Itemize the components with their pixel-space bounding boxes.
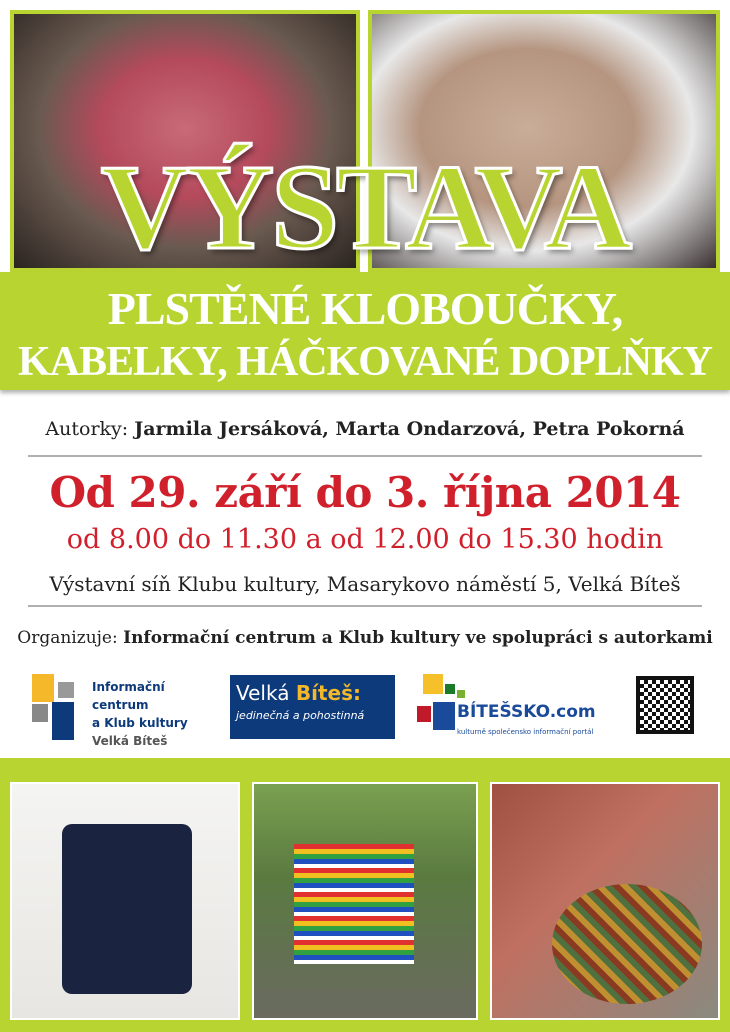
divider xyxy=(28,605,702,607)
qr-code-icon[interactable] xyxy=(636,676,694,734)
ic-line2: a Klub kultury xyxy=(92,716,188,730)
organizer-text: Informační centrum a Klub kultury ve spolupráci s autorkami xyxy=(123,628,713,648)
organizer-label: Organizuje: xyxy=(17,628,118,648)
knitted-hat-scarf-photo xyxy=(490,782,720,1020)
bitessko-name: BÍTEŠSKO.com xyxy=(457,702,596,722)
logo-square-blue xyxy=(433,702,455,730)
ic-line3: Velká Bíteš xyxy=(92,734,168,748)
opening-hours: od 8.00 do 11.30 a od 12.00 do 15.30 hodin xyxy=(66,524,664,555)
authors-names: Jarmila Jersáková, Marta Ondarzová, Petra Pokorná xyxy=(134,418,685,440)
bitessko-logo xyxy=(415,672,615,742)
ic-logo xyxy=(32,672,212,748)
handbag-photo xyxy=(10,782,240,1020)
crochet-pillows-photo xyxy=(252,782,478,1020)
bitessko-tagline: kulturně společensko informační portál xyxy=(457,728,594,736)
logo-square-red xyxy=(417,706,431,722)
vb-main: Velká xyxy=(236,681,296,705)
venue: Výstavní síň Klubu kultury, Masarykovo náměstí 5, Velká Bíteš xyxy=(49,572,681,596)
logo-square-yellow xyxy=(423,674,443,694)
logo-square-green xyxy=(445,684,455,694)
organizer xyxy=(0,628,730,648)
divider xyxy=(28,455,702,457)
logo-crest-icon xyxy=(52,702,74,740)
velka-bites-logo xyxy=(230,675,395,739)
authors-label: Autorky: xyxy=(45,418,129,440)
subtitle-line-1: PLSTĚNÉ KLOBOUČKY, xyxy=(107,283,623,334)
exhibition-dates: Od 29. září do 3. října 2014 xyxy=(49,468,681,517)
logo-square-gray xyxy=(32,704,48,722)
vb-tagline: jedinečná a pohostinná xyxy=(236,709,365,722)
vb-accent: Bíteš: xyxy=(295,681,361,705)
authors xyxy=(0,418,730,440)
ic-line1: Informační centrum xyxy=(92,680,165,712)
logo-square-gray xyxy=(58,682,74,698)
logo-square-yellow xyxy=(32,674,54,702)
logo-square-lightgreen xyxy=(457,690,465,698)
poster-title: VÝSTAVA xyxy=(100,140,630,275)
subtitle-line-2: KABELKY, HÁČKOVANÉ DOPLŇKY xyxy=(18,339,712,385)
